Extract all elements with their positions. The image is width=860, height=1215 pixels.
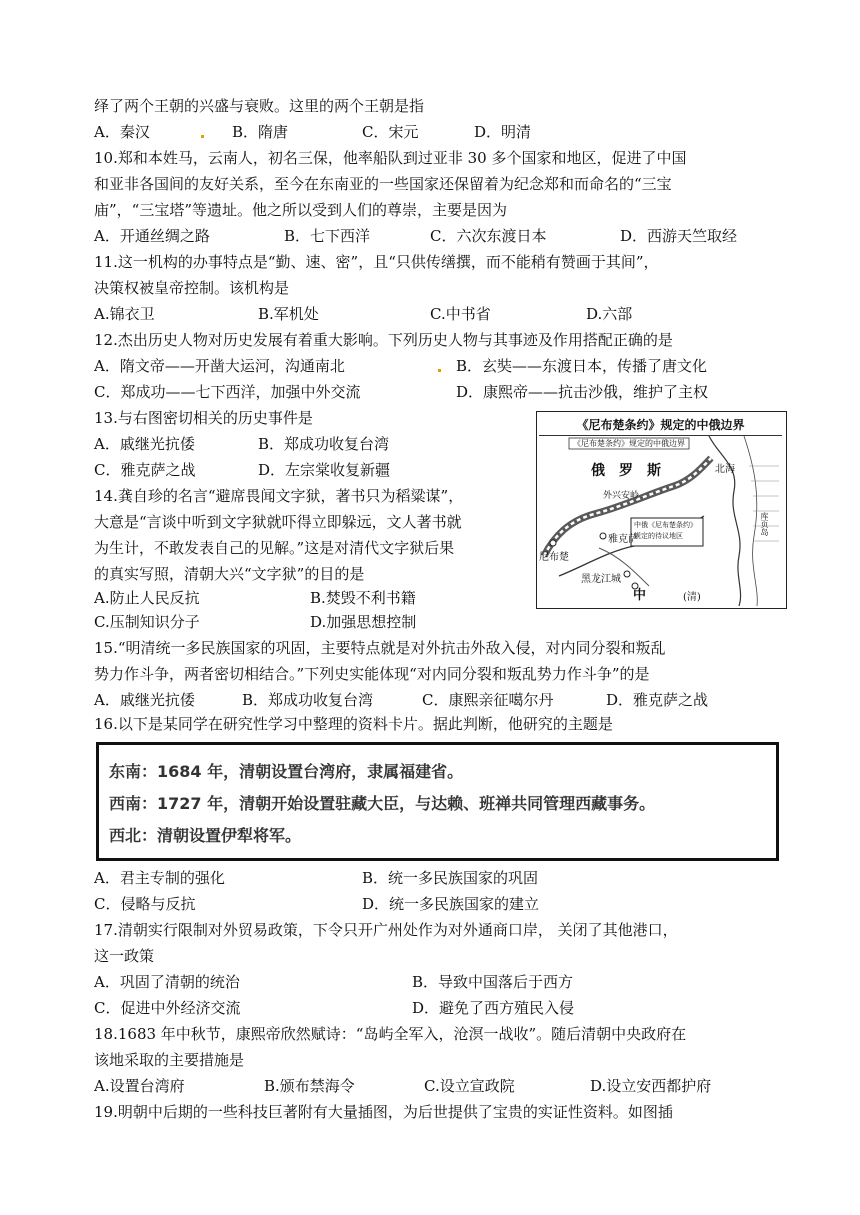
card-line-southeast: 东南：1684 年，清朝设置台湾府，隶属福建省。 <box>109 762 464 781</box>
option-a: A.锦衣卫 <box>94 305 155 323</box>
map-subtitle: 《尼布楚条约》规定的中俄边界 <box>573 439 685 448</box>
option-c: C．康熙亲征噶尔丹 <box>422 691 554 709</box>
option-b: B．郑成功收复台湾 <box>258 435 390 453</box>
option-d: D．明清 <box>474 123 532 141</box>
text-line: 大意是“言谈中听到文字狱就吓得立即躲远，文人著书就 <box>94 513 462 531</box>
option-d: D.加强思想控制 <box>310 613 417 631</box>
label-kuye: 库页岛 <box>760 512 769 536</box>
label-qing: (清) <box>683 592 701 603</box>
option-a: A．开通丝绸之路 <box>94 227 210 245</box>
option-d: D．左宗棠收复新疆 <box>258 461 391 479</box>
q9-options <box>94 122 532 142</box>
label-russia: 俄 罗 斯 <box>591 463 661 479</box>
label-north-sea: 北海 <box>715 464 735 475</box>
option-d: D.六部 <box>586 305 633 323</box>
text-line: 这一政策 <box>94 947 155 965</box>
label-china: 中 <box>633 588 647 603</box>
option-d: D．雅克萨之战 <box>606 691 709 709</box>
label-heilongjiang: 黑龙江城 <box>581 574 621 585</box>
q11-options <box>94 304 633 324</box>
q10-options <box>94 226 738 246</box>
option-c: C．六次东渡日本 <box>430 227 547 245</box>
option-b: B．隋唐 <box>232 123 289 141</box>
map-callout: 中俄《尼布楚条约》 规定的待议地区 <box>634 521 697 540</box>
option-c: C．雅克萨之战 <box>94 461 196 479</box>
option-a: A．隋文帝——开凿大运河，沟通南北 <box>94 357 345 375</box>
info-card <box>96 742 779 861</box>
question-16: 16.以下是某同学在研究性学习中整理的资料卡片。据此判断，他研究的主题是 <box>94 715 613 733</box>
label-nibuchu: 尼布楚 <box>539 552 569 563</box>
dot-mark <box>438 369 441 372</box>
option-c: C．促进中外经济交流 <box>94 999 241 1017</box>
text-line: 为生计，不敢发表自己的见解。”这是对清代文字狱后果 <box>94 539 455 557</box>
text-line: 决策权被皇帝控制。该机构是 <box>94 279 290 297</box>
text-line: 势力作斗争，两者密切相结合。”下列史实能体现“对内同分裂和叛乱势力作斗争”的是 <box>94 665 650 683</box>
question-11: 11.这一机构的办事特点是“勤、速、密”，且“只供传缮撰，而不能稍有赞画于其间”， <box>94 253 659 271</box>
option-b: B.焚毁不利书籍 <box>310 589 416 607</box>
text-line: 的真实写照，清朝大兴“文字狱”的目的是 <box>94 565 365 583</box>
q13-options-row1 <box>94 434 390 454</box>
option-c: C．侵略与反抗 <box>94 895 196 913</box>
label-waixinganling: 外兴安岭 <box>603 491 640 501</box>
option-a: A．戚继光抗倭 <box>94 691 195 709</box>
option-b: B．统一多民族国家的巩固 <box>362 869 539 887</box>
question-17: 17.清朝实行限制对外贸易政策，下令只开广州处作为对外通商口岸， 关闭了其他港口， <box>94 921 678 939</box>
option-c: C.中书省 <box>430 305 491 323</box>
map-title: 《尼布楚条约》规定的中俄边界 <box>539 415 782 436</box>
question-13: 13.与右图密切相关的历史事件是 <box>94 409 313 427</box>
option-b: B.军机处 <box>258 305 319 323</box>
option-d: D．西游天竺取经 <box>620 227 738 245</box>
option-d: D．康熙帝——抗击沙俄，维护了主权 <box>456 383 709 401</box>
option-b: B．七下西洋 <box>284 227 371 245</box>
q14-options-row1 <box>94 588 416 608</box>
option-b: B．玄奘——东渡日本，传播了唐文化 <box>456 357 708 375</box>
dot-mark <box>201 135 204 138</box>
option-d: D．避免了西方殖民入侵 <box>412 999 575 1017</box>
q18-options <box>94 1076 712 1096</box>
question-19: 19.明朝中后期的一些科技巨著附有大量插图，为后世提供了宝贵的实证性资料。如图插 <box>94 1103 673 1121</box>
text-line: 和亚非各国间的友好关系，至今在东南亚的一些国家还保留着为纪念郑和而命名的“三宝 <box>94 175 672 193</box>
q13-options-row2 <box>94 460 391 480</box>
q17-options-row2 <box>94 998 575 1018</box>
treaty-map <box>536 411 787 609</box>
q15-options <box>94 690 709 710</box>
q12-options-row1 <box>94 356 708 376</box>
option-a: A.防止人民反抗 <box>94 589 200 607</box>
text-line: 绎了两个王朝的兴盛与衰败。这里的两个王朝是指 <box>94 97 425 115</box>
question-15: 15.“明清统一多民族国家的巩固，主要特点就是对外抗击外敌入侵，对内同分裂和叛乱 <box>94 639 666 657</box>
q14-options-row2 <box>94 612 417 632</box>
option-a: A.设置台湾府 <box>94 1077 185 1095</box>
option-c: C．宋元 <box>362 123 419 141</box>
option-d: D．统一多民族国家的建立 <box>362 895 540 913</box>
text-line: 庙”，“三宝塔”等遗址。他之所以受到人们的尊崇，主要是因为 <box>94 201 508 219</box>
option-a: A．君主专制的强化 <box>94 869 225 887</box>
option-a: A．戚继光抗倭 <box>94 435 195 453</box>
option-b: B.颁布禁海令 <box>264 1077 355 1095</box>
option-d: D.设立安西都护府 <box>590 1077 712 1095</box>
option-a: A．巩固了清朝的统治 <box>94 973 240 991</box>
q16-options-row2 <box>94 894 540 914</box>
label-yakesa: 雅克萨 <box>608 534 638 545</box>
option-c: C.压制知识分子 <box>94 613 200 631</box>
question-10: 10.郑和本姓马，云南人，初名三保，他率船队到过亚非 30 多个国家和地区，促进了中国 <box>94 149 687 167</box>
q17-options-row1 <box>94 972 574 992</box>
question-18: 18.1683 年中秋节，康熙帝欣然赋诗：“岛屿全军入，沧溟一战收”。随后清朝中央政府在 <box>94 1025 687 1043</box>
question-14: 14.龚自珍的名言“避席畏闻文字狱，著书只为稻粱谋”， <box>94 487 464 505</box>
text-line: 该地采取的主要措施是 <box>94 1051 245 1069</box>
option-c: C．郑成功——七下西洋，加强中外交流 <box>94 383 361 401</box>
option-c: C.设立宣政院 <box>424 1077 515 1095</box>
q12-options-row2 <box>94 382 709 402</box>
question-12: 12.杰出历史人物对历史发展有着重大影响。下列历史人物与其事迹及作用搭配正确的是 <box>94 331 673 349</box>
card-line-northwest: 西北：清朝设置伊犁将军。 <box>109 826 302 845</box>
option-b: B．郑成功收复台湾 <box>242 691 374 709</box>
q16-options-row1 <box>94 868 539 888</box>
option-b: B．导致中国落后于西方 <box>412 973 574 991</box>
option-a: A．秦汉 <box>94 123 150 141</box>
card-line-southwest: 西南：1727 年，清朝开始设置驻藏大臣，与达赖、班禅共同管理西藏事务。 <box>109 794 656 813</box>
